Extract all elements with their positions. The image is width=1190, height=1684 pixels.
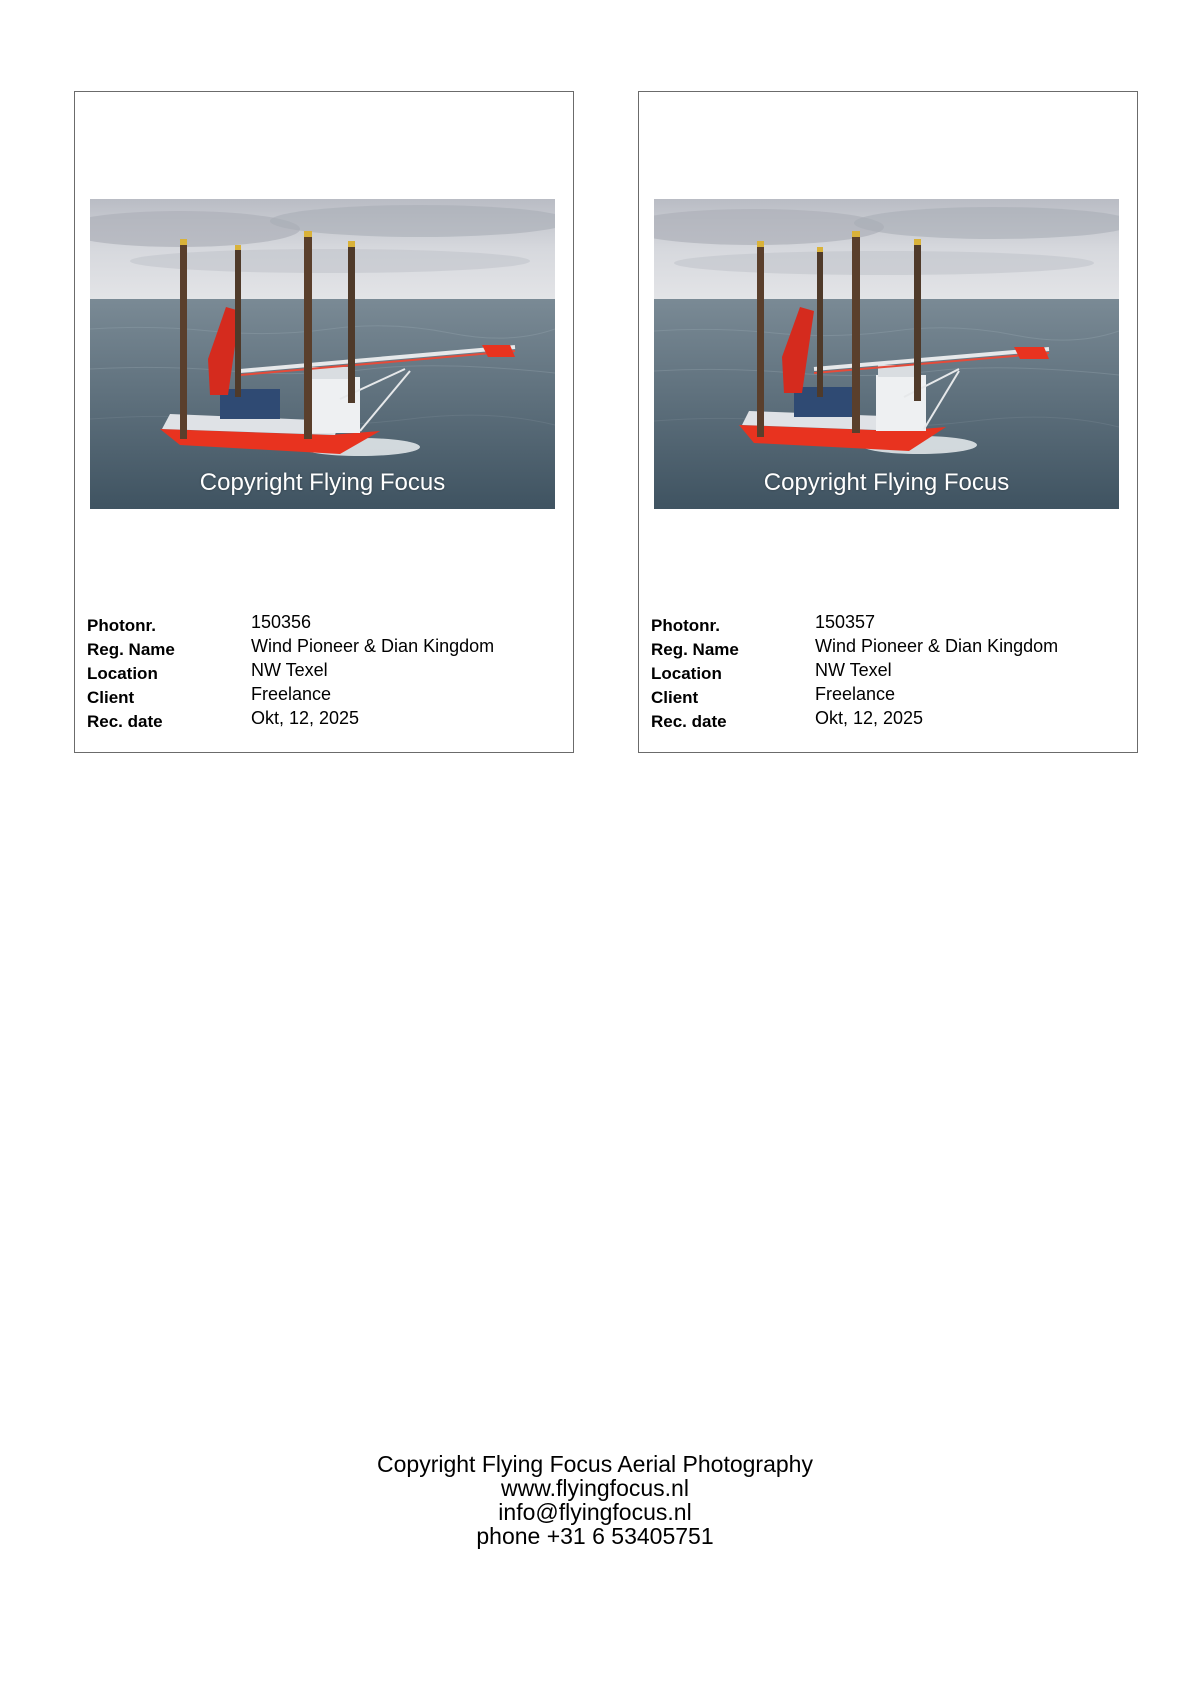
rec-date-label: Rec. date bbox=[87, 712, 163, 731]
photo-card-2 bbox=[638, 91, 1138, 753]
reg-name-label: Reg. Name bbox=[651, 640, 739, 659]
photonr-value: 150357 bbox=[815, 612, 876, 632]
meta-row-rec-date bbox=[651, 708, 1121, 732]
reg-name-label: Reg. Name bbox=[87, 640, 175, 659]
client-value: Freelance bbox=[251, 684, 332, 704]
meta-row-photonr bbox=[651, 612, 1121, 636]
meta-row-photonr bbox=[87, 612, 557, 636]
photo-watermark: Copyright Flying Focus bbox=[199, 469, 446, 496]
footer-website-link[interactable]: www.flyingfocus.nl bbox=[501, 1475, 689, 1501]
jackup-vessel-photo-icon bbox=[654, 199, 1119, 509]
reg-name-value: Wind Pioneer & Dian Kingdom bbox=[251, 636, 495, 656]
rec-date-label: Rec. date bbox=[651, 712, 727, 731]
location-value: NW Texel bbox=[251, 660, 328, 680]
client-value: Freelance bbox=[815, 684, 896, 704]
vessel-photo bbox=[654, 199, 1119, 509]
photo-card-1 bbox=[74, 91, 574, 753]
meta-row-location bbox=[651, 660, 1121, 684]
photonr-value: 150356 bbox=[251, 612, 312, 632]
photo-metadata bbox=[651, 612, 1121, 732]
footer-phone: phone +31 6 53405751 bbox=[476, 1523, 714, 1549]
meta-row-client bbox=[651, 684, 1121, 708]
rec-date-value: Okt, 12, 2025 bbox=[815, 708, 924, 728]
rec-date-value: Okt, 12, 2025 bbox=[251, 708, 360, 728]
client-label: Client bbox=[651, 688, 699, 707]
reg-name-value: Wind Pioneer & Dian Kingdom bbox=[815, 636, 1059, 656]
footer-copyright: Copyright Flying Focus Aerial Photography bbox=[377, 1451, 813, 1477]
photo-watermark: Copyright Flying Focus bbox=[763, 469, 1010, 496]
photonr-label: Photonr. bbox=[87, 616, 156, 635]
location-value: NW Texel bbox=[815, 660, 892, 680]
photonr-label: Photonr. bbox=[651, 616, 720, 635]
location-label: Location bbox=[651, 664, 722, 683]
vessel-photo bbox=[90, 199, 555, 509]
meta-row-rec-date bbox=[87, 708, 557, 732]
meta-row-location bbox=[87, 660, 557, 684]
meta-row-client bbox=[87, 684, 557, 708]
meta-row-reg-name bbox=[87, 636, 557, 660]
footer-email-link[interactable]: info@flyingfocus.nl bbox=[498, 1499, 692, 1525]
meta-row-reg-name bbox=[651, 636, 1121, 660]
contact-footer bbox=[0, 1452, 1190, 1548]
jackup-vessel-photo-icon bbox=[90, 199, 555, 509]
photo-metadata bbox=[87, 612, 557, 732]
location-label: Location bbox=[87, 664, 158, 683]
client-label: Client bbox=[87, 688, 135, 707]
